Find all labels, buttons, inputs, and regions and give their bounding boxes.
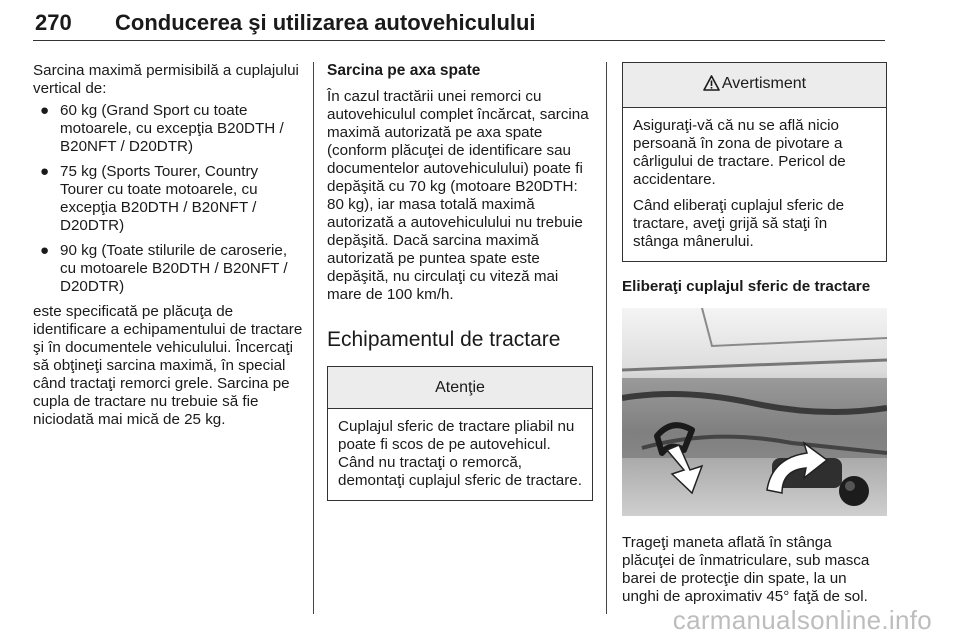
column-divider: [313, 62, 314, 614]
towbar-release-photo: [622, 308, 887, 516]
column-right: [622, 62, 887, 606]
column-middle: [327, 62, 593, 501]
warning-header: [623, 63, 886, 108]
rear-axle-heading: Sarcina pe axa spate: [327, 62, 481, 79]
list-item: ● 90 kg (Toate stilurile de caroserie, cu motoarele B20DTH / B20NFT / D20DTR): [40, 242, 288, 295]
warning-triangle-icon: [703, 75, 720, 97]
notice-text: Cuplajul sferic de tractare pliabil nu poate fi scos de pe autovehicul. Când nu tractaţi o remorcă, demontaţi cuplajul sferic de tractare.: [338, 418, 582, 489]
bullet-icon: ●: [40, 163, 50, 180]
bullet-icon: ●: [40, 242, 50, 259]
page-title: Conducerea şi utilizarea autovehiculului: [115, 10, 536, 35]
list-item: ● 75 kg (Sports Tourer, Country Tourer cu toate motoarele, cu excepţia B20DTH / B20NFT / D20DTR): [40, 163, 259, 234]
notice-box: [327, 366, 593, 501]
column-divider: [606, 62, 607, 614]
page-number: 270: [35, 10, 72, 35]
page-header: [33, 6, 885, 41]
bullet-icon: ●: [40, 102, 50, 119]
warning-text: Asiguraţi-vă că nu se află nicio persoană în zona de pivotare a cârligului de tractare. Pericol de accidentare.: [633, 117, 846, 188]
list-item: ● 60 kg (Grand Sport cu toate motoarele, cu excepţia B20DTH / B20NFT / D20DTR): [40, 102, 284, 155]
notice-title: Atenţie: [328, 367, 592, 409]
release-instructions: Trageţi maneta aflată în stânga plăcuţei de înmatriculare, sub masca barei de protecţie din spate, la un unghi de aproximativ 45° faţă de sol.: [622, 534, 870, 605]
body-text: este specificată pe plăcuţa de identificare a echipamentului de tractare şi în documentele vehiculului. Încercaţi să obţineţi sarcina maximă, în special când tractaţi remorci grele. Sarcina pe cupla de tractare nu trebuie să fie niciodată mai mică de 25 kg.: [33, 303, 303, 428]
section-heading: Echipamentul de tractare: [327, 328, 561, 351]
rear-axle-text: În cazul tractării unei remorci cu autovehiculul complet încărcat, sarcina maximă autorizată pe axa spate (conform plăcuţei de identificare sau documentelor autovehiculului) poate fi depăşită cu 70 kg (motoare B20DTH: 80 kg), iar masa totală maximă autorizată a autovehiculului nu trebuie depăşită. Dacă sarcina maximă autorizată pe puntea spate este depăşită, nu circulaţi cu viteză mai mare de 100 km/h.: [327, 88, 589, 303]
load-list: [33, 102, 305, 296]
warning-title: Avertisment: [721, 75, 807, 92]
column-left: [33, 62, 305, 429]
intro-text: Sarcina maximă permisibilă a cuplajului vertical de:: [33, 62, 299, 97]
warning-box: [622, 62, 887, 262]
watermark: carmanualsonline.info: [672, 605, 932, 635]
release-heading: Eliberaţi cuplajul sferic de tractare: [622, 278, 871, 295]
warning-text: Când eliberaţi cuplajul sferic de tractare, aveţi grijă să staţi în stânga mânerului.: [633, 197, 845, 250]
